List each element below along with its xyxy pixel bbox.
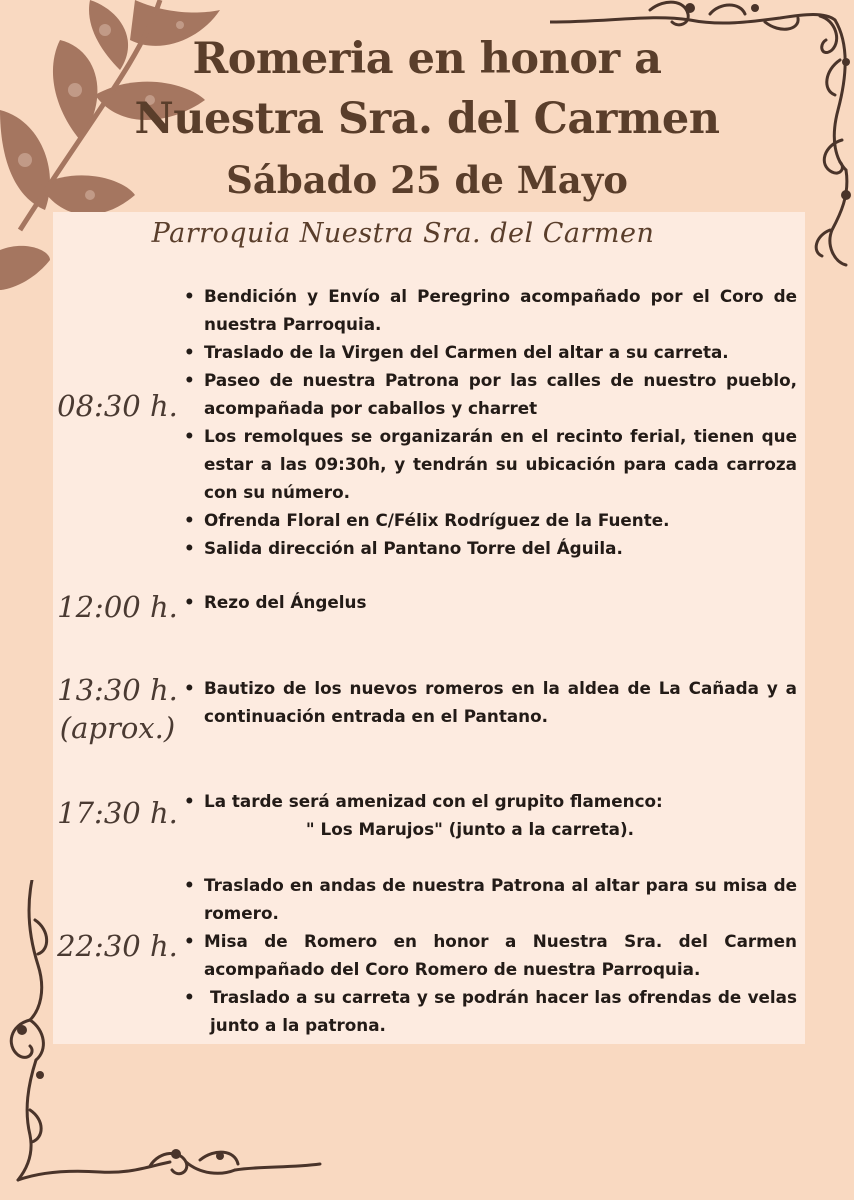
list-item: • Misa de Romero en honor a Nuestra Sra. del Carmen acompañado del Coro Romero de nuestra Parroquia. xyxy=(183,927,797,983)
time-label: 13:30 h. xyxy=(57,673,178,707)
time-1200 xyxy=(50,588,185,626)
list-item: • Ofrenda Floral en C/Félix Rodríguez de la Fuente. xyxy=(183,506,797,534)
list-item: • Paseo de nuestra Patrona por las calles de nuestro pueblo, acompañada por caballos y charret xyxy=(183,366,797,422)
time-label: 08:30 h. xyxy=(57,389,178,423)
schedule-list-1730 xyxy=(183,787,797,843)
list-item: • La tarde será amenizad con el grupito flamenco: xyxy=(183,787,797,815)
list-item: • Traslado a su carreta y se podrán hacer las ofrendas de velas junto a la patrona. xyxy=(183,983,797,1039)
title-line-1: Romeria en honor a xyxy=(192,34,662,84)
list-item-continuation: " Los Marujos" (junto a la carreta). xyxy=(305,819,635,839)
list-item: • Los remolques se organizarán en el recinto ferial, tienen que estar a las 09:30h, y tendrán su ubicación para cada carroza con su número. xyxy=(183,422,797,506)
event-date: Sábado 25 de Mayo xyxy=(226,158,628,202)
list-item: • Bendición y Envío al Peregrino acompañado por el Coro de nuestra Parroquia. xyxy=(183,282,797,338)
list-item: • Traslado en andas de nuestra Patrona al altar para su misa de romero. xyxy=(183,871,797,927)
title-line-2: Nuestra Sra. del Carmen xyxy=(134,94,720,144)
time-1730 xyxy=(50,794,185,832)
schedule-list-0830 xyxy=(183,282,797,562)
schedule-list-2230 xyxy=(183,871,797,1039)
time-label: 17:30 h. xyxy=(57,796,178,830)
time-label: 12:00 h. xyxy=(57,590,178,624)
time-1330 xyxy=(50,671,185,747)
list-item: • Salida dirección al Pantano Torre del Águila. xyxy=(183,534,797,562)
time-2230 xyxy=(50,927,185,965)
time-label: 22:30 h. xyxy=(57,929,178,963)
list-item: • Rezo del Ángelus xyxy=(183,588,797,616)
schedule-list-1200 xyxy=(183,588,797,616)
schedule-list-1330 xyxy=(183,674,797,730)
time-note: (aprox.) xyxy=(59,711,176,745)
list-item: • Bautizo de los nuevos romeros en la aldea de La Cañada y a continuación entrada en el Pantano. xyxy=(183,674,797,730)
parish-name: Parroquia Nuestra Sra. del Carmen xyxy=(151,218,655,249)
list-item: • Traslado de la Virgen del Carmen del altar a su carreta. xyxy=(183,338,797,366)
time-0830 xyxy=(50,387,185,425)
